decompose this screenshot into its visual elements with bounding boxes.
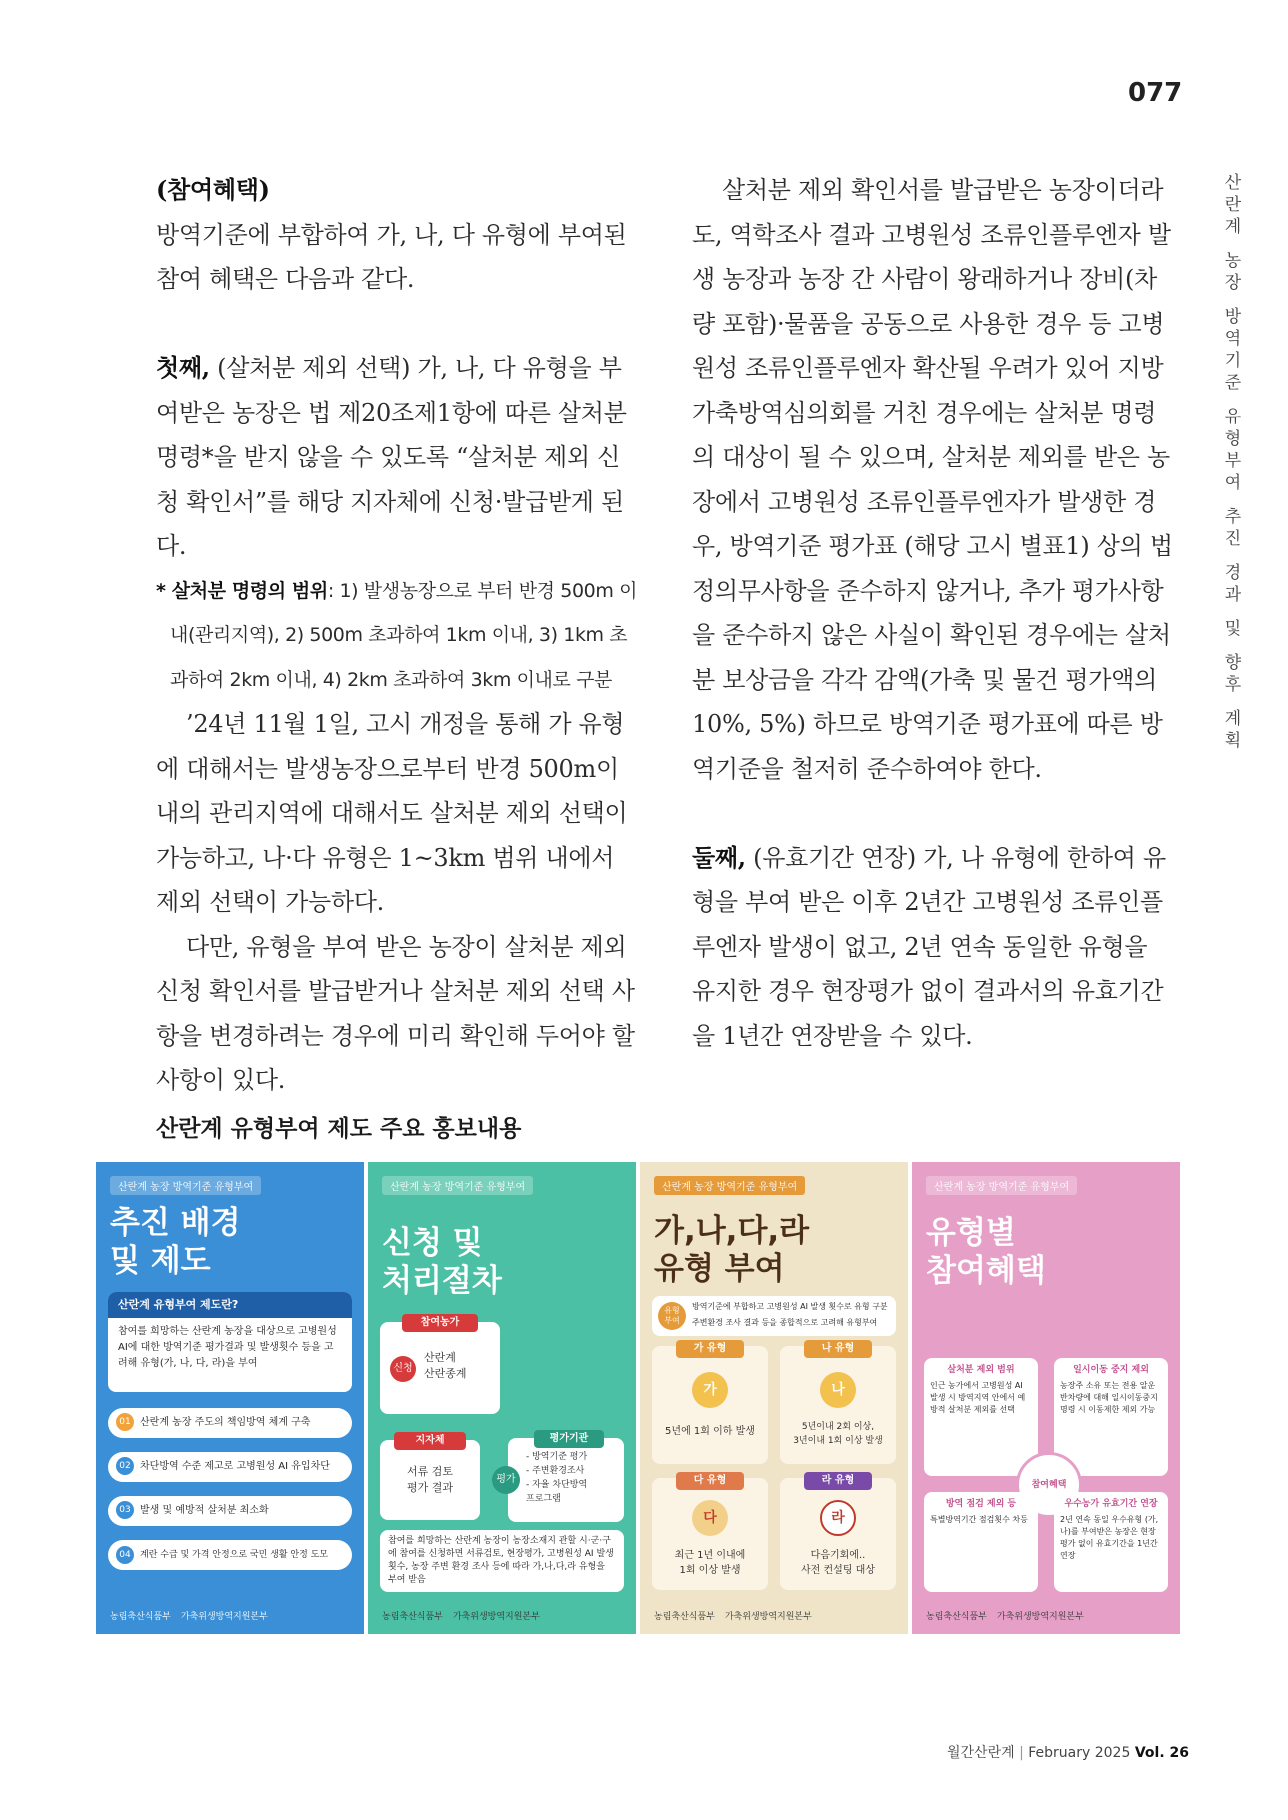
goal-item bbox=[108, 1408, 352, 1438]
type-na-desc: 5년이내 2회 이상, 3년이내 1회 이상 발생 bbox=[793, 1422, 883, 1446]
goal-text: 산란계 농장 주도의 책임방역 체계 구축 bbox=[140, 1417, 311, 1428]
chick-ga-icon: 가 bbox=[692, 1372, 728, 1408]
benefit-extension-title: 우수농가 유효기간 연장 bbox=[1064, 1499, 1158, 1509]
farm-label: 참여농가 bbox=[402, 1314, 478, 1332]
goal-number: 04 bbox=[116, 1546, 134, 1564]
first-body: (살처분 제외 선택) 가, 나, 다 유형을 부여받은 농장은 법 제20조제1항에 따른 살처분 명령*을 받지 않을 수 있도록 “살처분 제외 신청 확인서”를 해당 지자체에 신청·발급받게 된다. bbox=[156, 354, 627, 560]
evaluator-label: 평가기관 bbox=[534, 1430, 604, 1448]
poster-title: 유형별 참여혜택 bbox=[926, 1215, 1046, 1289]
poster-tag: 산란계 농장 방역기준 유형부여 bbox=[110, 1176, 261, 1195]
poster-footer bbox=[654, 1609, 812, 1622]
evaluate-badge: 평가 bbox=[492, 1466, 520, 1494]
procedure-summary: 참여를 희망하는 산란계 농장이 농장소재지 관할 시·군·구에 참여를 신청하면 서류검토, 현장평가, 고병원성 AI 발생 횟수, 농장 주변 환경 조사 등에 따라 가,나,다,라 유형을 부여 받음 bbox=[380, 1530, 624, 1592]
goal-number: 01 bbox=[116, 1413, 134, 1431]
evaluator-text: - 방역기준 평가 - 주변환경조사 - 자율 차단방역 프로그램 bbox=[526, 1452, 588, 1504]
local-govt-box bbox=[380, 1435, 480, 1520]
exception-paragraph: 살처분 제외 확인서를 발급받은 농장이더라도, 역학조사 결과 고병원성 조류인플루엔자 발생 농장과 농장 간 사람이 왕래하거나 장비(차량 포함)·물품을 공동으로 사용한 경우 등 고병원성 조류인플루엔자 확산될 우려가 있어 지방가축방역심의회를 거친 경우에는 살처분 명령의 대상이 될 수 있으며, 살처분 제외를 받은 농장에서 고병원성 조류인플루엔자가 발생한 경우, 방역기준 평가표 (해당 고시 별표1) 상의 법정의무사항을 준수하지 않거나, 추가 평가사항을 준수하지 않은 사실이 확인된 경우에는 살처분 보상금을 각각 감액(가축 및 물건 평가액의 10%, 5%) 하므로 방역기준 평가표에 따른 방역기준을 철저히 준수하여야 한다. bbox=[692, 176, 1173, 783]
poster-procedure bbox=[368, 1162, 636, 1634]
sidebar-char: 기 bbox=[1224, 351, 1242, 371]
local-govt-label: 지자체 bbox=[394, 1432, 466, 1450]
caution-paragraph: 다만, 유형을 부여 받은 농장이 살처분 제외 신청 확인서를 발급받거나 살처분 제외 선택 사항을 변경하려는 경우에 미리 확인해 두어야 할 사항이 있다. bbox=[156, 932, 635, 1094]
goal-text: 발생 및 예방적 살처분 최소화 bbox=[140, 1505, 269, 1516]
benefit-extension-card bbox=[1054, 1492, 1168, 1592]
second-benefit-paragraph bbox=[692, 836, 1174, 1059]
first-benefit-paragraph bbox=[156, 346, 638, 569]
definition-card bbox=[108, 1292, 352, 1392]
chick-na-icon: 나 bbox=[820, 1372, 856, 1408]
criteria-line-1: 방역기준에 부합하고 고병원성 AI 발생 횟수로 유형 구분 bbox=[692, 1302, 888, 1311]
goal-number: 03 bbox=[116, 1501, 134, 1519]
benefit-culling-card bbox=[924, 1358, 1038, 1476]
left-column bbox=[156, 168, 638, 1103]
type-na-label: 나 유형 bbox=[804, 1340, 872, 1358]
criteria-line-2: 주변환경 조사 결과 등을 종합적으로 고려해 유형부여 bbox=[692, 1318, 878, 1327]
type-na-box bbox=[780, 1343, 896, 1464]
sidebar-char: 란 bbox=[1224, 195, 1242, 215]
sidebar-char: 역 bbox=[1224, 329, 1242, 349]
local-govt-text: 서류 검토 평가 결과 bbox=[406, 1465, 453, 1494]
poster-title: 추진 배경 및 제도 bbox=[110, 1205, 241, 1279]
type-ra-desc: 다음기회에.. 사전 컨설팅 대상 bbox=[801, 1550, 875, 1576]
type-ra-label: 라 유형 bbox=[804, 1472, 872, 1490]
sidebar-gap bbox=[1220, 394, 1246, 406]
definition-answer: 참여를 희망하는 산란계 농장을 대상으로 고병원성 AI에 대한 방역기준 평가결과 및 발생횟수 등을 고려해 유형(가, 나, 다, 라)을 부여 bbox=[118, 1326, 337, 1369]
benefit-standstill-text: 농장주 소유 또는 전용 알운반차량에 대해 일시이동중지 명령 시 이동제한 제외 가능 bbox=[1060, 1381, 1158, 1414]
type-ga-desc: 5년에 1회 이하 발생 bbox=[665, 1426, 755, 1437]
second-lead: 둘째, bbox=[692, 842, 746, 872]
type-da-box bbox=[652, 1475, 768, 1590]
sidebar-gap bbox=[1220, 238, 1246, 250]
poster-title: 가,나,다,라 유형 부여 bbox=[654, 1213, 810, 1287]
sidebar-char: 준 bbox=[1224, 373, 1242, 393]
apply-badge: 신청 bbox=[390, 1356, 416, 1382]
page-footer: 월간산란계 | February 2025 Vol. 26 bbox=[947, 1745, 1189, 1761]
sidebar-char: 형 bbox=[1224, 429, 1242, 449]
goal-text: 계란 수급 및 가격 안정으로 국민 생활 안정 도모 bbox=[140, 1550, 329, 1560]
sidebar-char: 농 bbox=[1224, 251, 1242, 271]
poster-footer bbox=[926, 1609, 1084, 1622]
benefit-inspection-card bbox=[924, 1492, 1038, 1592]
poster-background-system bbox=[96, 1162, 364, 1634]
magazine-name: 월간산란계 bbox=[947, 1745, 1015, 1761]
amendment-paragraph: ’24년 11월 1일, 고시 개정을 통해 가 유형에 대해서는 발생농장으로부터 반경 500m이내의 관리지역에 대해서도 살처분 제외 선택이 가능하고, 나·다 유형은 1~3km 범위 내에서 제외 선택이 가능하다. bbox=[156, 710, 628, 916]
sidebar-gap bbox=[1220, 550, 1246, 562]
agency-logo: 가축위생방역지원본부 bbox=[452, 1612, 540, 1622]
type-da-label: 다 유형 bbox=[676, 1472, 744, 1490]
sidebar-gap bbox=[1220, 696, 1246, 708]
sidebar-gap bbox=[1220, 640, 1246, 652]
first-lead: 첫째, bbox=[156, 353, 210, 382]
benefit-extension-text: 2년 연속 동일 우수유형 (가, 나)를 부여받은 농장은 현장평가 없이 유효기간을 1년간 연장 bbox=[1060, 1515, 1159, 1560]
sidebar-char: 진 bbox=[1224, 529, 1242, 549]
benefit-standstill-title: 일시이동 중지 제외 bbox=[1073, 1365, 1149, 1375]
type-ga-box bbox=[652, 1343, 768, 1464]
participation-benefit-heading: (참여혜택) bbox=[156, 175, 270, 204]
type-ra-box bbox=[780, 1475, 896, 1590]
benefit-inspection-text: 특별방역기간 점검횟수 차등 bbox=[930, 1515, 1028, 1524]
agency-logo: 가축위생방역지원본부 bbox=[180, 1612, 268, 1622]
sidebar-char: 계 bbox=[1224, 709, 1242, 729]
farm-text: 산란계 산란종계 bbox=[424, 1351, 467, 1380]
right-column bbox=[692, 168, 1174, 1058]
benefit-standstill-card bbox=[1054, 1358, 1168, 1476]
benefits-center-badge: 참여혜택 bbox=[1016, 1452, 1082, 1518]
ministry-logo: 농림축산식품부 bbox=[382, 1612, 443, 1622]
poster-tag: 산란계 농장 방역기준 유형부여 bbox=[926, 1176, 1077, 1195]
evaluator-box bbox=[496, 1433, 624, 1522]
footnote-lead: * 살처분 명령의 범위 bbox=[156, 579, 328, 602]
goal-item bbox=[108, 1496, 352, 1526]
poster-benefits bbox=[912, 1162, 1180, 1634]
poster-footer bbox=[382, 1609, 540, 1622]
second-body: (유효기간 연장) 가, 나 유형에 한하여 유형을 부여 받은 이후 2년간 고병원성 조류인플루엔자 발생이 없고, 2년 연속 동일한 유형을 유지한 경우 현장평가 없이 결과서의 유효기간을 1년간 연장받을 수 있다. bbox=[692, 843, 1166, 1050]
sidebar-gap bbox=[1220, 294, 1246, 306]
sidebar-char: 부 bbox=[1224, 451, 1242, 471]
side-running-title bbox=[1220, 172, 1246, 752]
issue-date: February 2025 bbox=[1028, 1745, 1131, 1761]
ministry-logo: 농림축산식품부 bbox=[110, 1612, 171, 1622]
sign-ra-icon: 라 bbox=[820, 1500, 856, 1536]
footnote-body: : 1) 발생농장으로 부터 반경 500m 이내(관리지역), 2) 500m 초과하여 1km 이내, 3) 1km 초과하여 2km 이내, 4) 2km 초과하여 3km 이내로 구분 bbox=[170, 579, 638, 691]
page-number: 077 bbox=[1128, 78, 1183, 108]
criteria-badge: 유형 부여 bbox=[658, 1302, 686, 1330]
goal-item bbox=[108, 1452, 352, 1482]
sidebar-char: 후 bbox=[1224, 675, 1242, 695]
definition-question: 산란계 유형부여 제도란? bbox=[108, 1292, 352, 1318]
ministry-logo: 농림축산식품부 bbox=[654, 1612, 715, 1622]
sidebar-char: 계 bbox=[1224, 217, 1242, 237]
sidebar-char: 경 bbox=[1224, 563, 1242, 583]
goal-item bbox=[108, 1540, 352, 1570]
poster-type-assignment bbox=[640, 1162, 908, 1634]
sidebar-char: 방 bbox=[1224, 307, 1242, 327]
volume: Vol. 26 bbox=[1134, 1745, 1189, 1761]
footnote bbox=[156, 569, 638, 703]
type-da-desc: 최근 1년 이내에 1회 이상 발생 bbox=[674, 1550, 746, 1576]
poster-title: 신청 및 처리절차 bbox=[382, 1225, 502, 1299]
section-title: 산란계 유형부여 제도 주요 홍보내용 bbox=[156, 1116, 522, 1142]
sidebar-char: 장 bbox=[1224, 273, 1242, 293]
farm-box bbox=[380, 1317, 500, 1414]
sidebar-char: 획 bbox=[1224, 731, 1242, 751]
intro-paragraph: 방역기준에 부합하여 가, 나, 다 유형에 부여된 참여 혜택은 다음과 같다. bbox=[156, 220, 627, 293]
type-ga-label: 가 유형 bbox=[676, 1340, 744, 1358]
poster-tag: 산란계 농장 방역기준 유형부여 bbox=[382, 1176, 533, 1195]
criteria-card bbox=[652, 1296, 896, 1336]
agency-logo: 가축위생방역지원본부 bbox=[724, 1612, 812, 1622]
sidebar-char: 추 bbox=[1224, 507, 1242, 527]
sidebar-char: 향 bbox=[1224, 653, 1242, 673]
chick-da-icon: 다 bbox=[692, 1500, 728, 1536]
poster-tag: 산란계 농장 방역기준 유형부여 bbox=[654, 1176, 805, 1195]
sidebar-char: 산 bbox=[1224, 173, 1242, 193]
agency-logo: 가축위생방역지원본부 bbox=[996, 1612, 1084, 1622]
sidebar-char: 및 bbox=[1224, 619, 1242, 639]
goal-text: 차단방역 수준 제고로 고병원성 AI 유입차단 bbox=[140, 1461, 330, 1472]
sidebar-gap bbox=[1220, 606, 1246, 618]
sidebar-char: 유 bbox=[1224, 407, 1242, 427]
sidebar-char: 과 bbox=[1224, 585, 1242, 605]
goal-number: 02 bbox=[116, 1457, 134, 1475]
benefit-culling-title: 살처분 제외 범위 bbox=[947, 1365, 1015, 1375]
ministry-logo: 농림축산식품부 bbox=[926, 1612, 987, 1622]
sidebar-gap bbox=[1220, 494, 1246, 506]
poster-footer bbox=[110, 1609, 268, 1622]
benefit-inspection-title: 방역 점검 제외 등 bbox=[945, 1499, 1017, 1509]
benefit-culling-text: 인근 농가에서 고병원성 AI 발생 시 방역지역 안에서 예방적 살처분 제외를 선택 bbox=[930, 1381, 1026, 1414]
sidebar-char: 여 bbox=[1224, 473, 1242, 493]
